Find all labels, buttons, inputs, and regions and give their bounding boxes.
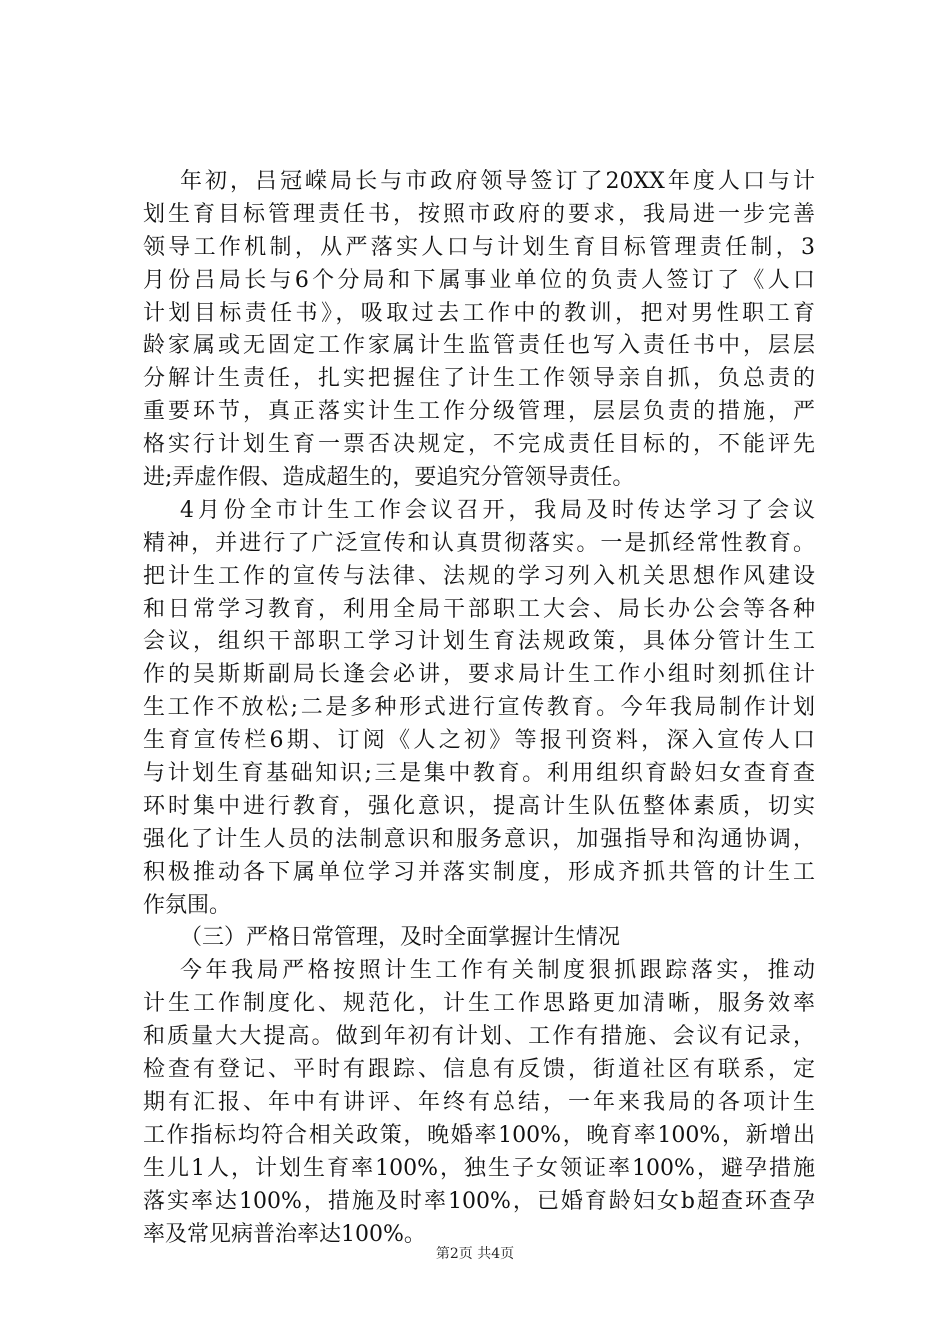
section-heading: （三）严格日常管理，及时全面掌握计生情况 (180, 925, 621, 951)
paragraph-line: 重要环节，真正落实计生工作分级管理，层层负责的措施，严 (143, 399, 815, 425)
paragraph-line: 工作指标均符合相关政策，晚婚率100%，晚育率100%，新增出 (143, 1122, 815, 1148)
paragraph-line: 把计生工作的宣传与法律、法规的学习列入机关思想作风建设 (143, 563, 815, 589)
paragraph-line: 今年我局严格按照计生工作有关制度狠抓跟踪落实，推动 (180, 958, 815, 984)
paragraph-line: 划生育目标管理责任书，按照市政府的要求，我局进一步完善 (143, 201, 815, 227)
paragraph-line: 作的吴斯斯副局长逢会必讲，要求局计生工作小组时刻抓住计 (143, 662, 815, 688)
paragraph-line: 分解计生责任，扎实把握住了计生工作领导亲自抓，负总责的 (143, 366, 815, 392)
paragraph-line: 与计划生育基础知识;三是集中教育。利用组织育龄妇女查育查 (143, 761, 815, 787)
paragraph-line: 和质量大大提高。做到年初有计划、工作有措施、会议有记录， (143, 1024, 815, 1050)
paragraph-line: 月份吕局长与6个分局和下属事业单位的负责人签订了《人口 (143, 267, 815, 293)
paragraph-line: 龄家属或无固定工作家属计生监管责任也写入责任书中，层层 (143, 333, 815, 359)
paragraph-line: 率及常见病普治率达100%。 (143, 1221, 426, 1247)
paragraph-line: 强化了计生人员的法制意识和服务意识，加强指导和沟通协调， (143, 826, 815, 852)
paragraph-line: 计划目标责任书》，吸取过去工作中的教训，把对男性职工育 (143, 300, 815, 326)
document-body (143, 166, 815, 1251)
paragraph-line: 格实行计划生育一票否决规定，不完成责任目标的，不能评先 (143, 432, 815, 458)
paragraph-line: 4月份全市计生工作会议召开，我局及时传达学习了会议 (180, 497, 815, 523)
paragraph-line: 生工作不放松;二是多种形式进行宣传教育。今年我局制作计划 (143, 695, 815, 721)
paragraph-line: 检查有登记、平时有跟踪、信息有反馈，街道社区有联系，定 (143, 1057, 815, 1083)
paragraph-line: 期有汇报、年中有讲评、年终有总结，一年来我局的各项计生 (143, 1089, 815, 1115)
paragraph-line: 领导工作机制，从严落实人口与计划生育目标管理责任制，3 (143, 234, 815, 260)
paragraph-line: 精神，并进行了广泛宣传和认真贯彻落实。一是抓经常性教育。 (143, 530, 815, 556)
paragraph-line: 进;弄虚作假、造成超生的，要追究分管领导责任。 (143, 465, 635, 491)
paragraph-line: 生儿1人，计划生育率100%，独生子女领证率100%，避孕措施 (143, 1155, 815, 1181)
paragraph-line: 和日常学习教育，利用全局干部职工大会、局长办公会等各种 (143, 596, 815, 622)
paragraph-line: 会议，组织干部职工学习计划生育法规政策，具体分管计生工 (143, 629, 815, 655)
paragraph-line: 生育宣传栏6期、订阅《人之初》等报刊资料，深入宣传人口 (143, 728, 815, 754)
paragraph-line: 积极推动各下属单位学习并落实制度，形成齐抓共管的计生工 (143, 859, 815, 885)
paragraph-line: 作氛围。 (143, 892, 232, 918)
page-footer: 第2页 共4页 (435, 1246, 515, 1262)
paragraph-line: 落实率达100%，措施及时率100%，已婚育龄妇女b超查环查孕 (143, 1188, 815, 1214)
paragraph-line: 年初，吕冠嵘局长与市政府领导签订了20XX年度人口与计 (180, 169, 815, 194)
paragraph-line: 环时集中进行教育，强化意识，提高计生队伍整体素质，切实 (143, 793, 815, 819)
paragraph-line: 计生工作制度化、规范化，计生工作思路更加清晰，服务效率 (143, 991, 815, 1017)
